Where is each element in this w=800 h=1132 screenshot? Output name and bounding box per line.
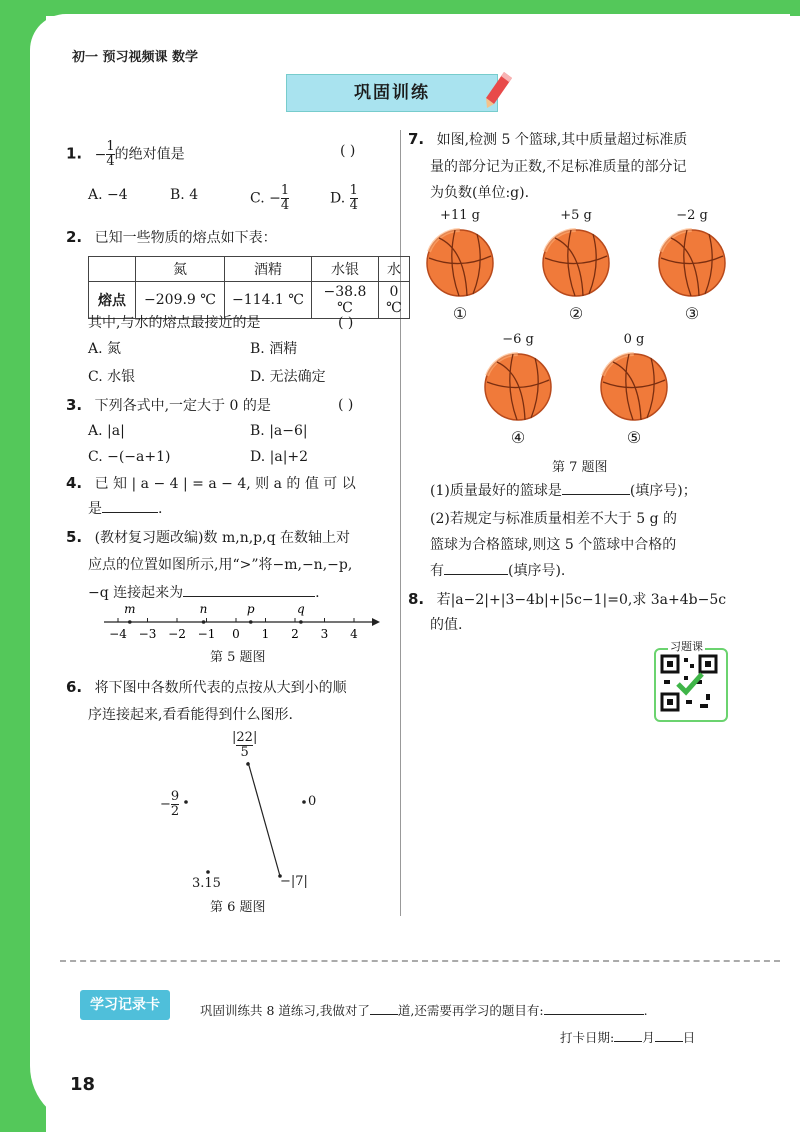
q8-line-2: 的值. bbox=[430, 617, 463, 633]
number-line-5 bbox=[100, 602, 380, 646]
q1-c-num: 1 bbox=[280, 183, 290, 198]
q1-c-den: 4 bbox=[280, 198, 290, 213]
q6-p2-num: 9 bbox=[170, 789, 180, 804]
record-review-blank[interactable] bbox=[544, 1014, 644, 1015]
checkin-day-blank[interactable] bbox=[655, 1041, 683, 1042]
q5-text: −q 连接起来为 bbox=[88, 585, 184, 601]
number-line-tick-label: 4 bbox=[350, 627, 358, 641]
ball-weight-label: +5 g bbox=[560, 208, 592, 223]
q1-options bbox=[88, 183, 398, 213]
q6-point-22-5: |22| 5 bbox=[232, 730, 258, 760]
number-line-tick-label: −4 bbox=[109, 627, 127, 641]
ball-id: ③ bbox=[684, 304, 700, 323]
q7-sub2-text: 有 bbox=[430, 563, 444, 579]
number-line-tick-label: 1 bbox=[261, 627, 270, 641]
q4-line-2 bbox=[88, 498, 162, 520]
melting-point-table bbox=[88, 256, 410, 319]
q6-line-2: 序连接起来,看看能得到什么图形. bbox=[88, 707, 293, 723]
number-line-point bbox=[128, 620, 132, 624]
q1-d-num: 1 bbox=[349, 183, 358, 198]
q2-options-cd bbox=[88, 366, 326, 388]
q1-c-fraction bbox=[281, 184, 289, 213]
q4-text: 是 bbox=[88, 501, 102, 517]
table-cell: 0 ℃ bbox=[379, 282, 410, 319]
question-8 bbox=[408, 588, 778, 611]
q8-number: 8. bbox=[408, 590, 425, 608]
number-line-point-label: n bbox=[199, 602, 208, 616]
q7-sub1-text: (1)质量最好的篮球是 bbox=[430, 483, 562, 499]
q6-point-neg-abs-7: −|7| bbox=[280, 874, 308, 889]
q6-point-3-15: 3.15 bbox=[192, 876, 221, 891]
q3-option-a: A. |a| bbox=[88, 423, 125, 439]
q2-option-b: B. 酒精 bbox=[250, 341, 298, 357]
number-line-tick-label: −2 bbox=[168, 627, 186, 641]
q3-text: 下列各式中,一定大于 0 的是 bbox=[94, 398, 271, 414]
q7-sub-1 bbox=[430, 480, 697, 502]
q4-number: 4. bbox=[66, 474, 83, 492]
ball-weight-label: 0 g bbox=[623, 332, 645, 347]
checkin-day: 日 bbox=[682, 1030, 696, 1045]
q2-answer-paren: ( ) bbox=[338, 315, 354, 331]
q5-end: . bbox=[315, 585, 320, 601]
table-cell: −38.8 ℃ bbox=[312, 282, 379, 319]
q1-option-a: A. −4 bbox=[88, 187, 128, 203]
q7-line-3: 为负数(单位:g). bbox=[430, 185, 530, 201]
q7-sub2-line-1: (2)若规定与标准质量相差不大于 5 g 的 bbox=[430, 511, 678, 527]
ball-weight-label: +11 g bbox=[440, 208, 480, 223]
question-7 bbox=[408, 128, 778, 151]
q2-stem bbox=[88, 312, 388, 334]
q6-caption: 第 6 题图 bbox=[210, 900, 266, 915]
q1-d-fraction bbox=[350, 184, 358, 213]
q6-line-1: 将下图中各数所代表的点按从大到小的顺 bbox=[94, 680, 347, 696]
q7-number: 7. bbox=[408, 130, 425, 148]
table-cell: −209.9 ℃ bbox=[136, 282, 225, 319]
table-header: 酒精 bbox=[225, 257, 312, 282]
qr-label: 习题课 bbox=[670, 640, 703, 653]
q1-frac-num: 1 bbox=[106, 139, 115, 154]
q1-number: 1. bbox=[66, 144, 83, 163]
q4-end: . bbox=[158, 501, 163, 517]
basketball-icon bbox=[541, 228, 611, 298]
q5-line-1: (教材复习题改编)数 m,n,p,q 在数轴上对 bbox=[94, 530, 350, 546]
q5-line-2: 应点的位置如图所示,用“>”将−m,−n,−p, bbox=[88, 557, 353, 573]
q7-sub2-line-2: 篮球为合格篮球,则这 5 个篮球中合格的 bbox=[430, 537, 677, 553]
table-header: 氮 bbox=[136, 257, 225, 282]
table-header: 水 bbox=[379, 257, 410, 282]
basketball-icon bbox=[483, 352, 553, 422]
checkin-month: 月 bbox=[642, 1030, 655, 1045]
q6-point-0: 0 bbox=[308, 794, 317, 809]
q3-options-cd bbox=[88, 446, 309, 468]
q4-line-1: 已 知 | a − 4 | = a − 4, 则 a 的 值 可 以 bbox=[94, 476, 356, 492]
number-line-point bbox=[249, 620, 253, 624]
question-4 bbox=[66, 472, 396, 495]
q1-neg: − bbox=[94, 146, 107, 163]
q6-p2-fraction bbox=[171, 790, 179, 819]
number-line-tick-label: −3 bbox=[138, 627, 157, 641]
q2-stem-text: 其中,与水的熔点最接近的是 bbox=[88, 315, 261, 331]
dashed-divider bbox=[60, 960, 780, 962]
q3-answer-paren: ( ) bbox=[338, 397, 354, 413]
basketball-icon bbox=[425, 228, 495, 298]
number-line-point bbox=[202, 620, 206, 624]
page-header: 初一 预习视频课 数学 bbox=[72, 50, 199, 65]
q6-point-neg-9-2 bbox=[160, 790, 179, 819]
q6-p2-neg: − bbox=[160, 797, 171, 812]
q6-p2-den: 2 bbox=[170, 804, 180, 819]
q2-option-d: D. 无法确定 bbox=[250, 369, 326, 385]
q7-sub2-blank[interactable] bbox=[444, 574, 508, 575]
q1-option-c: C. − bbox=[250, 190, 281, 207]
q6-number: 6. bbox=[66, 678, 83, 696]
ball-weight-label: −6 g bbox=[502, 332, 534, 347]
q7-line-2: 量的部分记为正数,不足标准质量的部分记 bbox=[430, 159, 687, 175]
q7-sub1-end: (填序号)； bbox=[629, 483, 697, 499]
q4-answer-blank[interactable] bbox=[102, 512, 158, 513]
checkin-label: 打卡日期: bbox=[560, 1030, 615, 1045]
ball-id: ⑤ bbox=[626, 428, 642, 447]
q1-text: 的绝对值是 bbox=[114, 146, 185, 163]
q3-options-ab bbox=[88, 420, 308, 442]
q1-fraction bbox=[106, 140, 114, 169]
q7-line-1: 如图,检测 5 个篮球,其中质量超过标准质 bbox=[436, 132, 688, 148]
ball-id: ① bbox=[452, 304, 468, 323]
q5-caption: 第 5 题图 bbox=[210, 650, 266, 665]
number-line-tick-label: 0 bbox=[232, 627, 240, 641]
record-end: . bbox=[643, 1003, 648, 1018]
question-1 bbox=[66, 140, 396, 169]
checkin-date bbox=[560, 1028, 695, 1046]
q2-option-c: C. 水银 bbox=[88, 369, 136, 385]
record-correct-blank[interactable] bbox=[370, 1014, 398, 1015]
number-line-point-label: q bbox=[297, 602, 305, 616]
q7-sub2-line-3 bbox=[430, 560, 565, 582]
question-2 bbox=[66, 226, 277, 249]
ball-weight-label: −2 g bbox=[676, 208, 708, 223]
q6-p1-den: 5 bbox=[240, 745, 249, 760]
number-line-point-label: m bbox=[124, 602, 136, 616]
checkin-month-blank[interactable] bbox=[614, 1041, 642, 1042]
q1-answer-paren: ( ) bbox=[340, 143, 356, 159]
qr-icon bbox=[656, 650, 722, 716]
q7-caption: 第 7 题图 bbox=[552, 460, 608, 475]
question-5 bbox=[66, 526, 396, 549]
qr-code[interactable] bbox=[654, 648, 728, 722]
number-line-point-label: p bbox=[246, 602, 255, 616]
number-line-tick-label: 2 bbox=[291, 627, 299, 641]
q2-options-ab bbox=[88, 338, 298, 360]
record-text-a: 巩固训练共 8 道练习,我做对了 bbox=[200, 1003, 370, 1018]
column-divider bbox=[400, 130, 401, 916]
q1-option-d: D. bbox=[330, 190, 346, 207]
q5-answer-blank[interactable] bbox=[183, 596, 315, 597]
q3-option-d: D. |a|+2 bbox=[250, 449, 309, 465]
table-header: 水银 bbox=[312, 257, 379, 282]
basketball-icon bbox=[599, 352, 669, 422]
number-line-tick-label: −1 bbox=[197, 627, 216, 641]
number-line-point bbox=[299, 620, 303, 624]
basketball-icon bbox=[657, 228, 727, 298]
number-line-tick-label: 3 bbox=[320, 627, 329, 641]
section-title: 巩固训练 bbox=[286, 74, 498, 112]
record-line bbox=[200, 1001, 648, 1019]
q7-sub2-end: (填序号). bbox=[508, 563, 566, 579]
q1-option-b: B. 4 bbox=[170, 187, 199, 203]
table-header bbox=[89, 257, 136, 282]
q3-option-b: B. |a−6| bbox=[250, 423, 308, 439]
q7-sub1-blank[interactable] bbox=[562, 494, 630, 495]
q8-line-1: 若|a−2|+|3−4b|+|5c−1|=0,求 3a+4b−5c bbox=[436, 592, 727, 608]
q3-option-c: C. −(−a+1) bbox=[88, 449, 171, 465]
q6-p1-num: 22 bbox=[236, 730, 253, 745]
record-card-badge: 学习记录卡 bbox=[80, 990, 170, 1020]
table-cell: 熔点 bbox=[89, 282, 136, 319]
table-cell: −114.1 ℃ bbox=[225, 282, 312, 319]
page-number: 18 bbox=[70, 1074, 96, 1095]
pencil-icon bbox=[484, 70, 514, 110]
q1-d-den: 4 bbox=[349, 198, 358, 213]
question-6 bbox=[66, 676, 396, 699]
q5-line-3 bbox=[88, 582, 320, 604]
record-text-b: 道,还需要再学习的题目有: bbox=[397, 1003, 544, 1018]
q2-option-a: A. 氮 bbox=[88, 341, 122, 357]
q5-number: 5. bbox=[66, 528, 83, 546]
q1-frac-den: 4 bbox=[106, 154, 115, 169]
question-3 bbox=[66, 394, 396, 417]
ball-id: ② bbox=[568, 304, 584, 323]
ball-id: ④ bbox=[510, 428, 526, 447]
q3-number: 3. bbox=[66, 396, 83, 414]
q2-text: 已知一些物质的熔点如下表： bbox=[94, 230, 277, 246]
q2-number: 2. bbox=[66, 228, 83, 246]
